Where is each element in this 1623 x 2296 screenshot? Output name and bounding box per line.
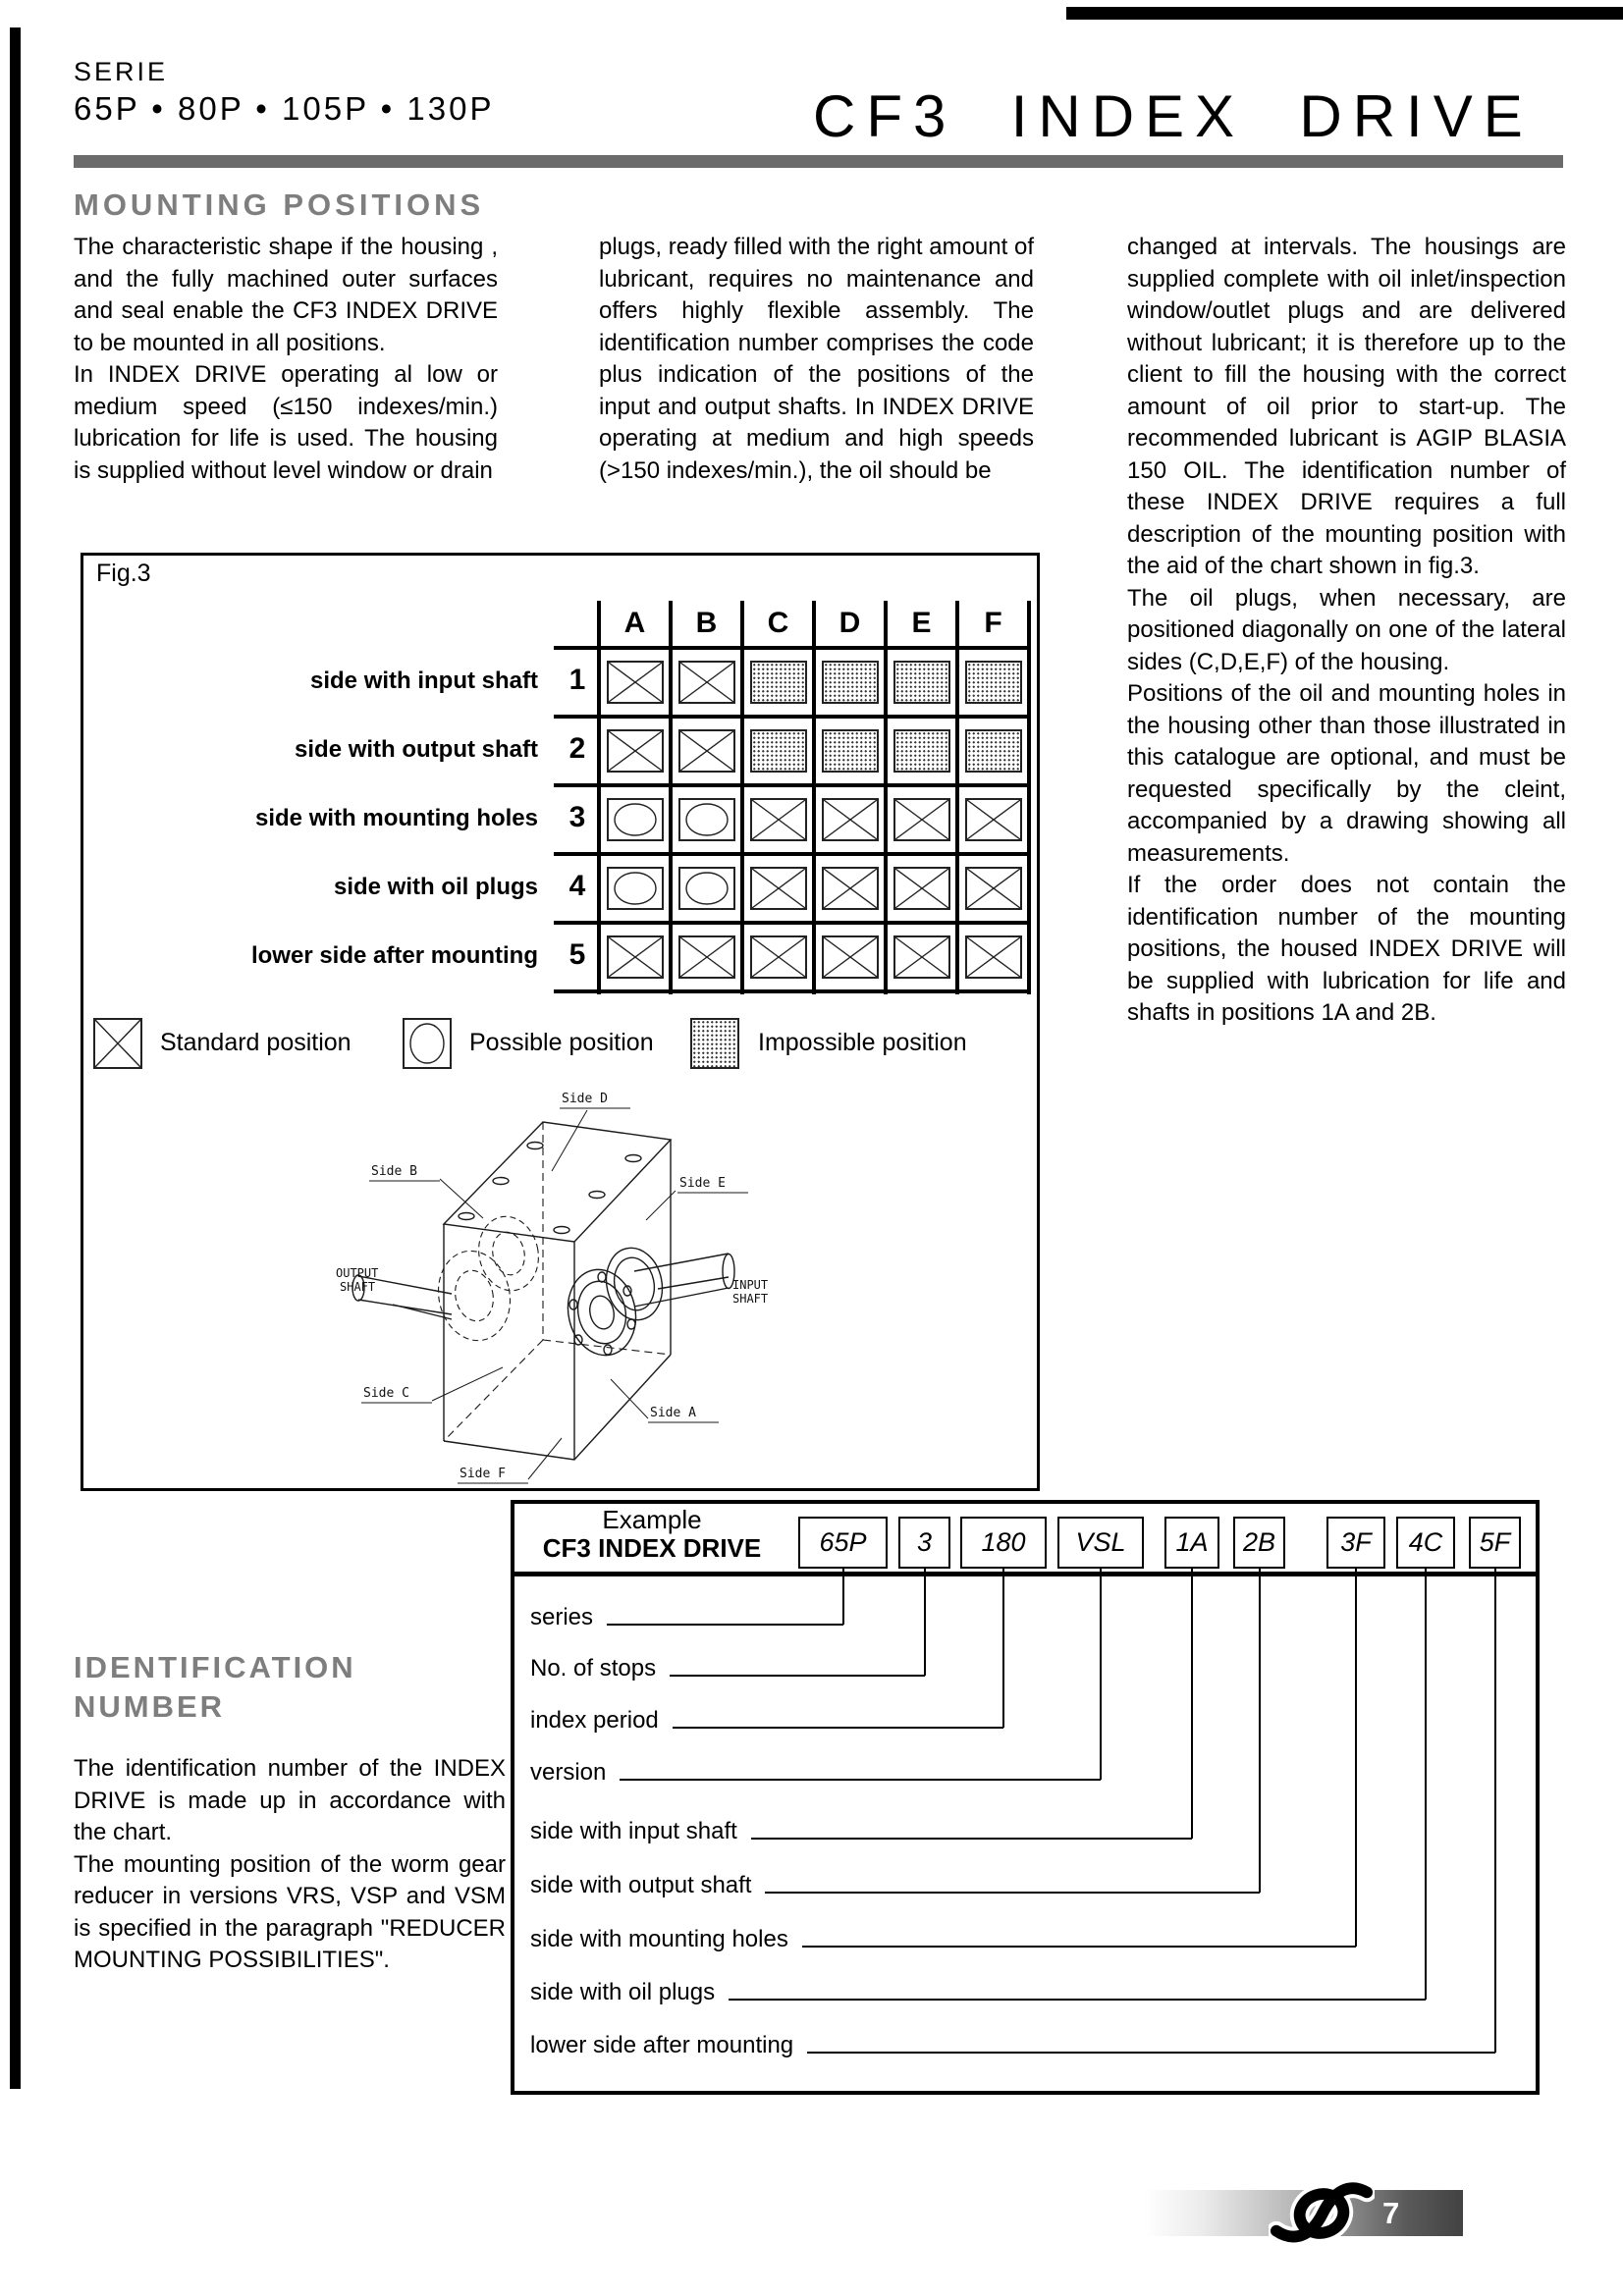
id-connector-hline: [729, 1999, 1426, 2001]
input-shaft-label2: SHAFT: [732, 1292, 769, 1306]
page-number: 7: [1382, 2196, 1400, 2230]
id-code-box-180: 180: [960, 1517, 1047, 1569]
example-label: Example: [602, 1505, 702, 1534]
standard-position-icon: [822, 935, 879, 979]
fig3-cell-5C: [750, 935, 807, 979]
id-connector-vline: [1002, 1569, 1004, 1728]
id-code-box-5F: 5F: [1469, 1517, 1521, 1569]
fig3-cell-5F: [965, 935, 1022, 979]
series-label: SERIE: [74, 57, 169, 86]
paragraph: In INDEX DRIVE operating al low or medium speed (≤150 indexes/min.) lubrication for life is used. The housing is supplied without level window or drain: [74, 361, 498, 484]
fig3-row-number: 1: [568, 664, 586, 696]
identification-heading-line1: IDENTIFICATION: [74, 1650, 356, 1684]
standard-position-icon: [893, 867, 950, 910]
fig3-cell-4C: [750, 867, 807, 910]
fig3-row-number: 4: [568, 870, 586, 902]
id-connector-hline: [802, 1946, 1356, 1948]
fig3-cell-5D: [822, 935, 879, 979]
standard-position-icon: [750, 867, 807, 910]
fig3-grid-line: [669, 601, 673, 994]
fig3-grid-line: [554, 715, 1031, 719]
possible-position-icon: [678, 867, 735, 910]
fig3-cell-3C: [750, 798, 807, 841]
id-connector-vline: [1100, 1569, 1102, 1780]
fig3-cell-3E: [893, 798, 950, 841]
id-connector-vline: [1355, 1569, 1357, 1947]
fig3-row-label: side with oil plugs: [333, 874, 538, 900]
fig3-column-header-E: E: [911, 607, 932, 639]
id-connector-hline: [607, 1624, 843, 1626]
fig3-grid-line: [812, 601, 816, 994]
id-connector-hline: [751, 1838, 1192, 1840]
fig3-grid-line: [955, 601, 959, 994]
id-code-box-4C: 4C: [1396, 1517, 1455, 1569]
id-field-label: side with output shaft: [530, 1872, 752, 1898]
fig3-cell-1E: [893, 661, 950, 704]
fig3-column-header-F: F: [984, 607, 1002, 639]
fig3-row-number: 5: [568, 938, 586, 971]
fig3-cell-2F: [965, 729, 1022, 773]
legend-label: Possible position: [469, 1029, 654, 1056]
standard-position-icon: [893, 935, 950, 979]
fig3-cell-5B: [678, 935, 735, 979]
identification-heading-line2: NUMBER: [74, 1689, 226, 1724]
fig3-column-header-D: D: [839, 607, 861, 639]
legend-label: Standard position: [160, 1029, 352, 1056]
fig3-cell-5E: [893, 935, 950, 979]
paragraph: The characteristic shape if the housing , and the fully machined outer surfaces and seal enable the CF3 INDEX DRIVE to be mounted in all positions.: [74, 234, 498, 356]
fig3-cell-3D: [822, 798, 879, 841]
fig3-cell-2C: [750, 729, 807, 773]
legend-symbol-standard: [93, 1018, 142, 1069]
paragraph: The oil plugs, when necessary, are positioned diagonally on one of the lateral sides (C,D,E,F) of the housing.: [1127, 584, 1566, 675]
id-connector-vline: [1191, 1569, 1193, 1839]
side-b-label: Side B: [371, 1164, 417, 1179]
fig3-cell-3A: [607, 798, 664, 841]
standard-position-icon: [965, 798, 1022, 841]
legend-label: Impossible position: [758, 1029, 967, 1056]
id-connector-vline: [1425, 1569, 1427, 2000]
fig3-cell-5A: [607, 935, 664, 979]
id-field-label: lower side after mounting: [530, 2032, 794, 2058]
standard-position-icon: [607, 729, 664, 773]
standard-position-icon: [822, 798, 879, 841]
page-title: CF3 INDEX DRIVE: [813, 83, 1534, 149]
possible-position-icon: [607, 867, 664, 910]
legend-symbol-impossible: [690, 1018, 739, 1069]
id-field-label: side with input shaft: [530, 1818, 737, 1844]
side-a-label: Side A: [650, 1406, 696, 1420]
standard-position-icon: [93, 1018, 142, 1069]
possible-position-icon: [678, 798, 735, 841]
fig3-cell-1C: [750, 661, 807, 704]
paragraph: If the order does not contain the identification number of the mounting positions, the housed INDEX DRIVE will be supplied with lubrication for life and shafts in positions 1A and 2B.: [1127, 872, 1566, 1026]
id-code-box-1A: 1A: [1164, 1517, 1219, 1569]
id-field-label: series: [530, 1604, 594, 1630]
id-connector-vline: [924, 1569, 926, 1676]
id-code-box-3: 3: [898, 1517, 950, 1569]
fig3-cell-1B: [678, 661, 735, 704]
id-connector-vline: [1259, 1569, 1261, 1893]
fig3-cell-1D: [822, 661, 879, 704]
fig3-grid-line: [554, 852, 1031, 856]
possible-position-icon: [403, 1018, 452, 1069]
fig3-grid-line: [554, 646, 1031, 650]
id-connector-vline: [842, 1569, 844, 1625]
fig3-grid-line: [554, 783, 1031, 787]
id-chart-divider: [514, 1572, 1536, 1576]
side-e-label: Side E: [679, 1176, 726, 1191]
id-field-label: index period: [530, 1707, 659, 1734]
fig3-cell-2B: [678, 729, 735, 773]
possible-position-icon: [607, 798, 664, 841]
paragraph: plugs, ready filled with the right amount of lubricant, requires no maintenance and offers highly flexible assembly. The identification number comprises the code plus indication of the positions of the input and output shafts. In INDEX DRIVE operating at medium and high speeds (>150 indexes/min.), the oil should be: [599, 234, 1034, 484]
standard-position-icon: [678, 935, 735, 979]
series-models: 65P • 80P • 105P • 130P: [74, 90, 495, 127]
fig3-row-label: side with output shaft: [295, 736, 538, 763]
fig3-grid-line: [597, 601, 601, 994]
standard-position-icon: [893, 798, 950, 841]
fig3-column-header-A: A: [623, 607, 646, 639]
side-d-label: Side D: [562, 1092, 608, 1106]
standard-position-icon: [678, 661, 735, 704]
fig3-grid-line: [1027, 601, 1031, 994]
standard-position-icon: [678, 729, 735, 773]
id-connector-hline: [620, 1779, 1101, 1781]
side-f-label: Side F: [460, 1467, 506, 1481]
output-shaft-label2: SHAFT: [340, 1280, 376, 1294]
id-connector-hline: [807, 2052, 1495, 2054]
id-field-label: No. of stops: [530, 1655, 657, 1682]
fig3-row-number: 2: [568, 732, 586, 765]
fig3-cell-2E: [893, 729, 950, 773]
fig3-grid-line: [554, 989, 1031, 993]
fig3-grid-line: [554, 921, 1031, 925]
id-connector-hline: [673, 1727, 1003, 1729]
fig3-row-number: 3: [568, 801, 586, 833]
id-code-box-65P: 65P: [798, 1517, 888, 1569]
standard-position-icon: [965, 935, 1022, 979]
id-connector-hline: [765, 1892, 1260, 1894]
fig3-grid-line: [740, 601, 744, 994]
side-c-label: Side C: [363, 1386, 409, 1401]
fig3-cell-4F: [965, 867, 1022, 910]
fig3-grid-line: [884, 601, 888, 994]
mounting-positions-heading: MOUNTING POSITIONS: [74, 187, 485, 222]
standard-position-icon: [607, 661, 664, 704]
fig3-row-label: lower side after mounting: [250, 942, 538, 969]
fig3-cell-1A: [607, 661, 664, 704]
id-connector-vline: [1494, 1569, 1496, 2053]
standard-position-icon: [750, 935, 807, 979]
paragraph: Positions of the oil and mounting holes in the housing other than those illustrated in this catalogue are optional, and must be requested specifically by the cleint, accompanied by a drawing showing all measurements.: [1127, 680, 1566, 867]
paragraph: The mounting position of the worm gear reducer in versions VRS, VSP and VSM is specified in the paragraph "REDUCER MOUNTING POSSIBILITIES".: [74, 1850, 506, 1973]
fig3-cell-4A: [607, 867, 664, 910]
input-shaft-label: INPUT: [732, 1278, 769, 1292]
fig3-cell-2D: [822, 729, 879, 773]
fig3-cell-4D: [822, 867, 879, 910]
id-field-label: side with oil plugs: [530, 1979, 716, 2005]
fig3-column-header-C: C: [767, 607, 789, 639]
id-code-box-2B: 2B: [1233, 1517, 1285, 1569]
example-product-name: CF3 INDEX DRIVE: [542, 1533, 762, 1563]
standard-position-icon: [607, 935, 664, 979]
standard-position-icon: [822, 867, 879, 910]
paragraph: The identification number of the INDEX DRIVE is made up in accordance with the chart.: [74, 1755, 506, 1845]
fig3-caption: Fig.3: [96, 560, 151, 587]
id-connector-hline: [670, 1675, 925, 1677]
fig3-cell-2A: [607, 729, 664, 773]
id-field-label: side with mounting holes: [530, 1926, 788, 1952]
id-code-box-VSL: VSL: [1057, 1517, 1144, 1569]
fig3-cell-4B: [678, 867, 735, 910]
fig3-cell-1F: [965, 661, 1022, 704]
fig3-row-label: side with mounting holes: [255, 805, 538, 831]
paragraph: changed at intervals. The housings are supplied complete with oil inlet/inspection window/outlet plugs and are delivered without lubricant; it is therefore up to the client to fill the housing with the correct amount of oil prior to start-up. The recommended lubricant is AGIP BLASIA 150 OIL. The identification number of these INDEX DRIVE requires a full description of the mounting position with the aid of the chart shown in fig.3.: [1127, 234, 1566, 579]
standard-position-icon: [965, 867, 1022, 910]
fig3-cell-3F: [965, 798, 1022, 841]
fig3-cell-3B: [678, 798, 735, 841]
fig3-column-header-B: B: [695, 607, 718, 639]
id-code-box-3F: 3F: [1326, 1517, 1385, 1569]
fig3-row-label: side with input shaft: [310, 667, 538, 694]
id-field-label: version: [530, 1759, 607, 1786]
legend-symbol-possible: [403, 1018, 452, 1069]
output-shaft-label: OUTPUT: [336, 1266, 379, 1280]
standard-position-icon: [750, 798, 807, 841]
fig3-cell-4E: [893, 867, 950, 910]
